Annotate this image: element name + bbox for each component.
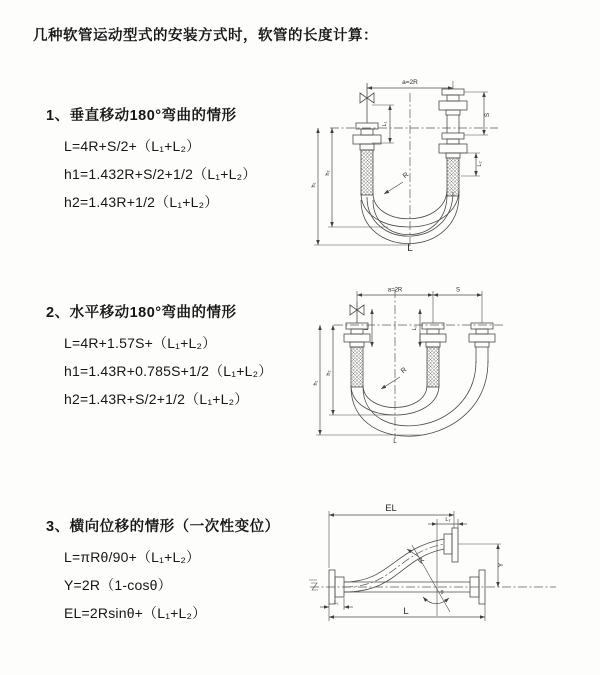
formula-h1: h1=1.43R+0.785S+1/2（L₁+L₂） bbox=[64, 363, 273, 379]
formula-h2: h2=1.43R+S/2+1/2（L₁+L₂） bbox=[64, 391, 249, 407]
length-label: L bbox=[407, 243, 413, 254]
formula-length: L=πRθ/90+（L₁+L₂） bbox=[64, 549, 201, 565]
centerlines bbox=[330, 81, 498, 249]
dimension-l1 bbox=[364, 309, 372, 347]
flange-top-displaced bbox=[444, 528, 458, 562]
diagram-vertical-move-180 bbox=[308, 73, 558, 258]
dim-label-l1: L₁ bbox=[364, 325, 370, 331]
dim-label-l2: L₂ bbox=[412, 325, 418, 331]
dim-label-h2: h₂ bbox=[325, 170, 331, 176]
flange-right bbox=[469, 323, 495, 347]
formula-length: L=4R+S/2+（L₁+L₂） bbox=[64, 138, 201, 154]
angle-label: θ bbox=[440, 590, 444, 596]
dim-label-s: S bbox=[455, 287, 461, 294]
dimension-s bbox=[464, 92, 491, 135]
dim-label-y: Y bbox=[498, 562, 505, 568]
hose-s-curve bbox=[344, 539, 444, 592]
diagram-horizontal-move-180 bbox=[308, 279, 568, 454]
radius-label: R bbox=[399, 366, 409, 376]
dimension-l2 bbox=[412, 309, 420, 347]
angle-construction bbox=[412, 519, 450, 616]
formula-el: EL=2Rsinθ+（L₁+L₂） bbox=[64, 605, 207, 621]
pipe-right bbox=[447, 115, 459, 133]
flange-left bbox=[353, 123, 381, 150]
braided-hose-section bbox=[351, 347, 363, 387]
dim-label-l: L bbox=[403, 606, 409, 617]
section-2 bbox=[46, 301, 272, 413]
dim-label-l1: L₁ bbox=[382, 121, 388, 127]
dim-label-s: S bbox=[484, 112, 491, 118]
section-3-formulas bbox=[64, 543, 280, 627]
hose-curves bbox=[351, 361, 488, 436]
dimension-el bbox=[329, 503, 454, 568]
break-symbol bbox=[309, 580, 318, 590]
dimension-l bbox=[329, 604, 485, 621]
dim-label-l2: L₂ bbox=[477, 161, 483, 167]
flange-right-upper bbox=[439, 89, 467, 115]
length-label: L bbox=[393, 438, 397, 445]
dimension-l1 bbox=[320, 598, 353, 610]
dim-label-a-2r: a=2R bbox=[402, 79, 418, 86]
dimension-l2 bbox=[461, 153, 483, 176]
radius-callout bbox=[381, 367, 408, 389]
section-1-formulas bbox=[64, 132, 256, 216]
dimension-l2 bbox=[428, 517, 467, 528]
section-2-formulas bbox=[64, 329, 272, 413]
section-3 bbox=[46, 515, 280, 627]
dimension-s bbox=[433, 288, 482, 296]
pipe-right bbox=[476, 347, 488, 363]
dimension-a2r bbox=[367, 79, 453, 88]
radius-label: R bbox=[417, 556, 427, 566]
dim-label-h1: h₁ bbox=[313, 380, 319, 386]
braided-hose-section bbox=[427, 347, 439, 387]
dimension-y bbox=[458, 544, 505, 587]
radius-callout bbox=[384, 172, 410, 194]
braided-hose-section bbox=[361, 150, 373, 195]
section-1-heading: 1、垂直移动180°弯曲的情形 bbox=[46, 108, 237, 124]
page-title: 几种软管运动型式的安装方式时，软管的长度计算： bbox=[33, 28, 378, 44]
section-1 bbox=[46, 104, 256, 216]
dimension-h1 bbox=[311, 128, 410, 245]
formula-h1: h1=1.432R+S/2+1/2（L₁+L₂） bbox=[64, 166, 257, 182]
dim-label-el: EL bbox=[385, 503, 397, 514]
braided-hose-section bbox=[447, 158, 459, 196]
section-2-heading: 2、水平移动180°弯曲的情形 bbox=[46, 305, 237, 321]
formula-h2: h2=1.43R+1/2（L₁+L₂） bbox=[64, 194, 219, 210]
radius-label: R bbox=[401, 171, 411, 181]
dim-label-h2: h₂ bbox=[326, 370, 332, 376]
formula-length: L=4R+1.57S+（L₁+L₂） bbox=[64, 335, 217, 351]
dim-label-l1: L₁ bbox=[334, 600, 339, 606]
diagram-lateral-displacement bbox=[298, 498, 568, 643]
dimension-h1 bbox=[313, 325, 422, 435]
flange-right-lower bbox=[439, 133, 467, 158]
dim-label-l2: L₂ bbox=[445, 517, 451, 523]
flange-middle bbox=[420, 323, 446, 347]
section-3-heading: 3、横向位移的情形（一次性变位） bbox=[46, 519, 280, 535]
dim-label-h1: h₁ bbox=[311, 182, 317, 188]
dim-label-a-2r: a=2R bbox=[387, 287, 403, 294]
dimension-l1 bbox=[372, 105, 394, 143]
formula-y: Y=2R（1-cosθ） bbox=[64, 577, 172, 593]
